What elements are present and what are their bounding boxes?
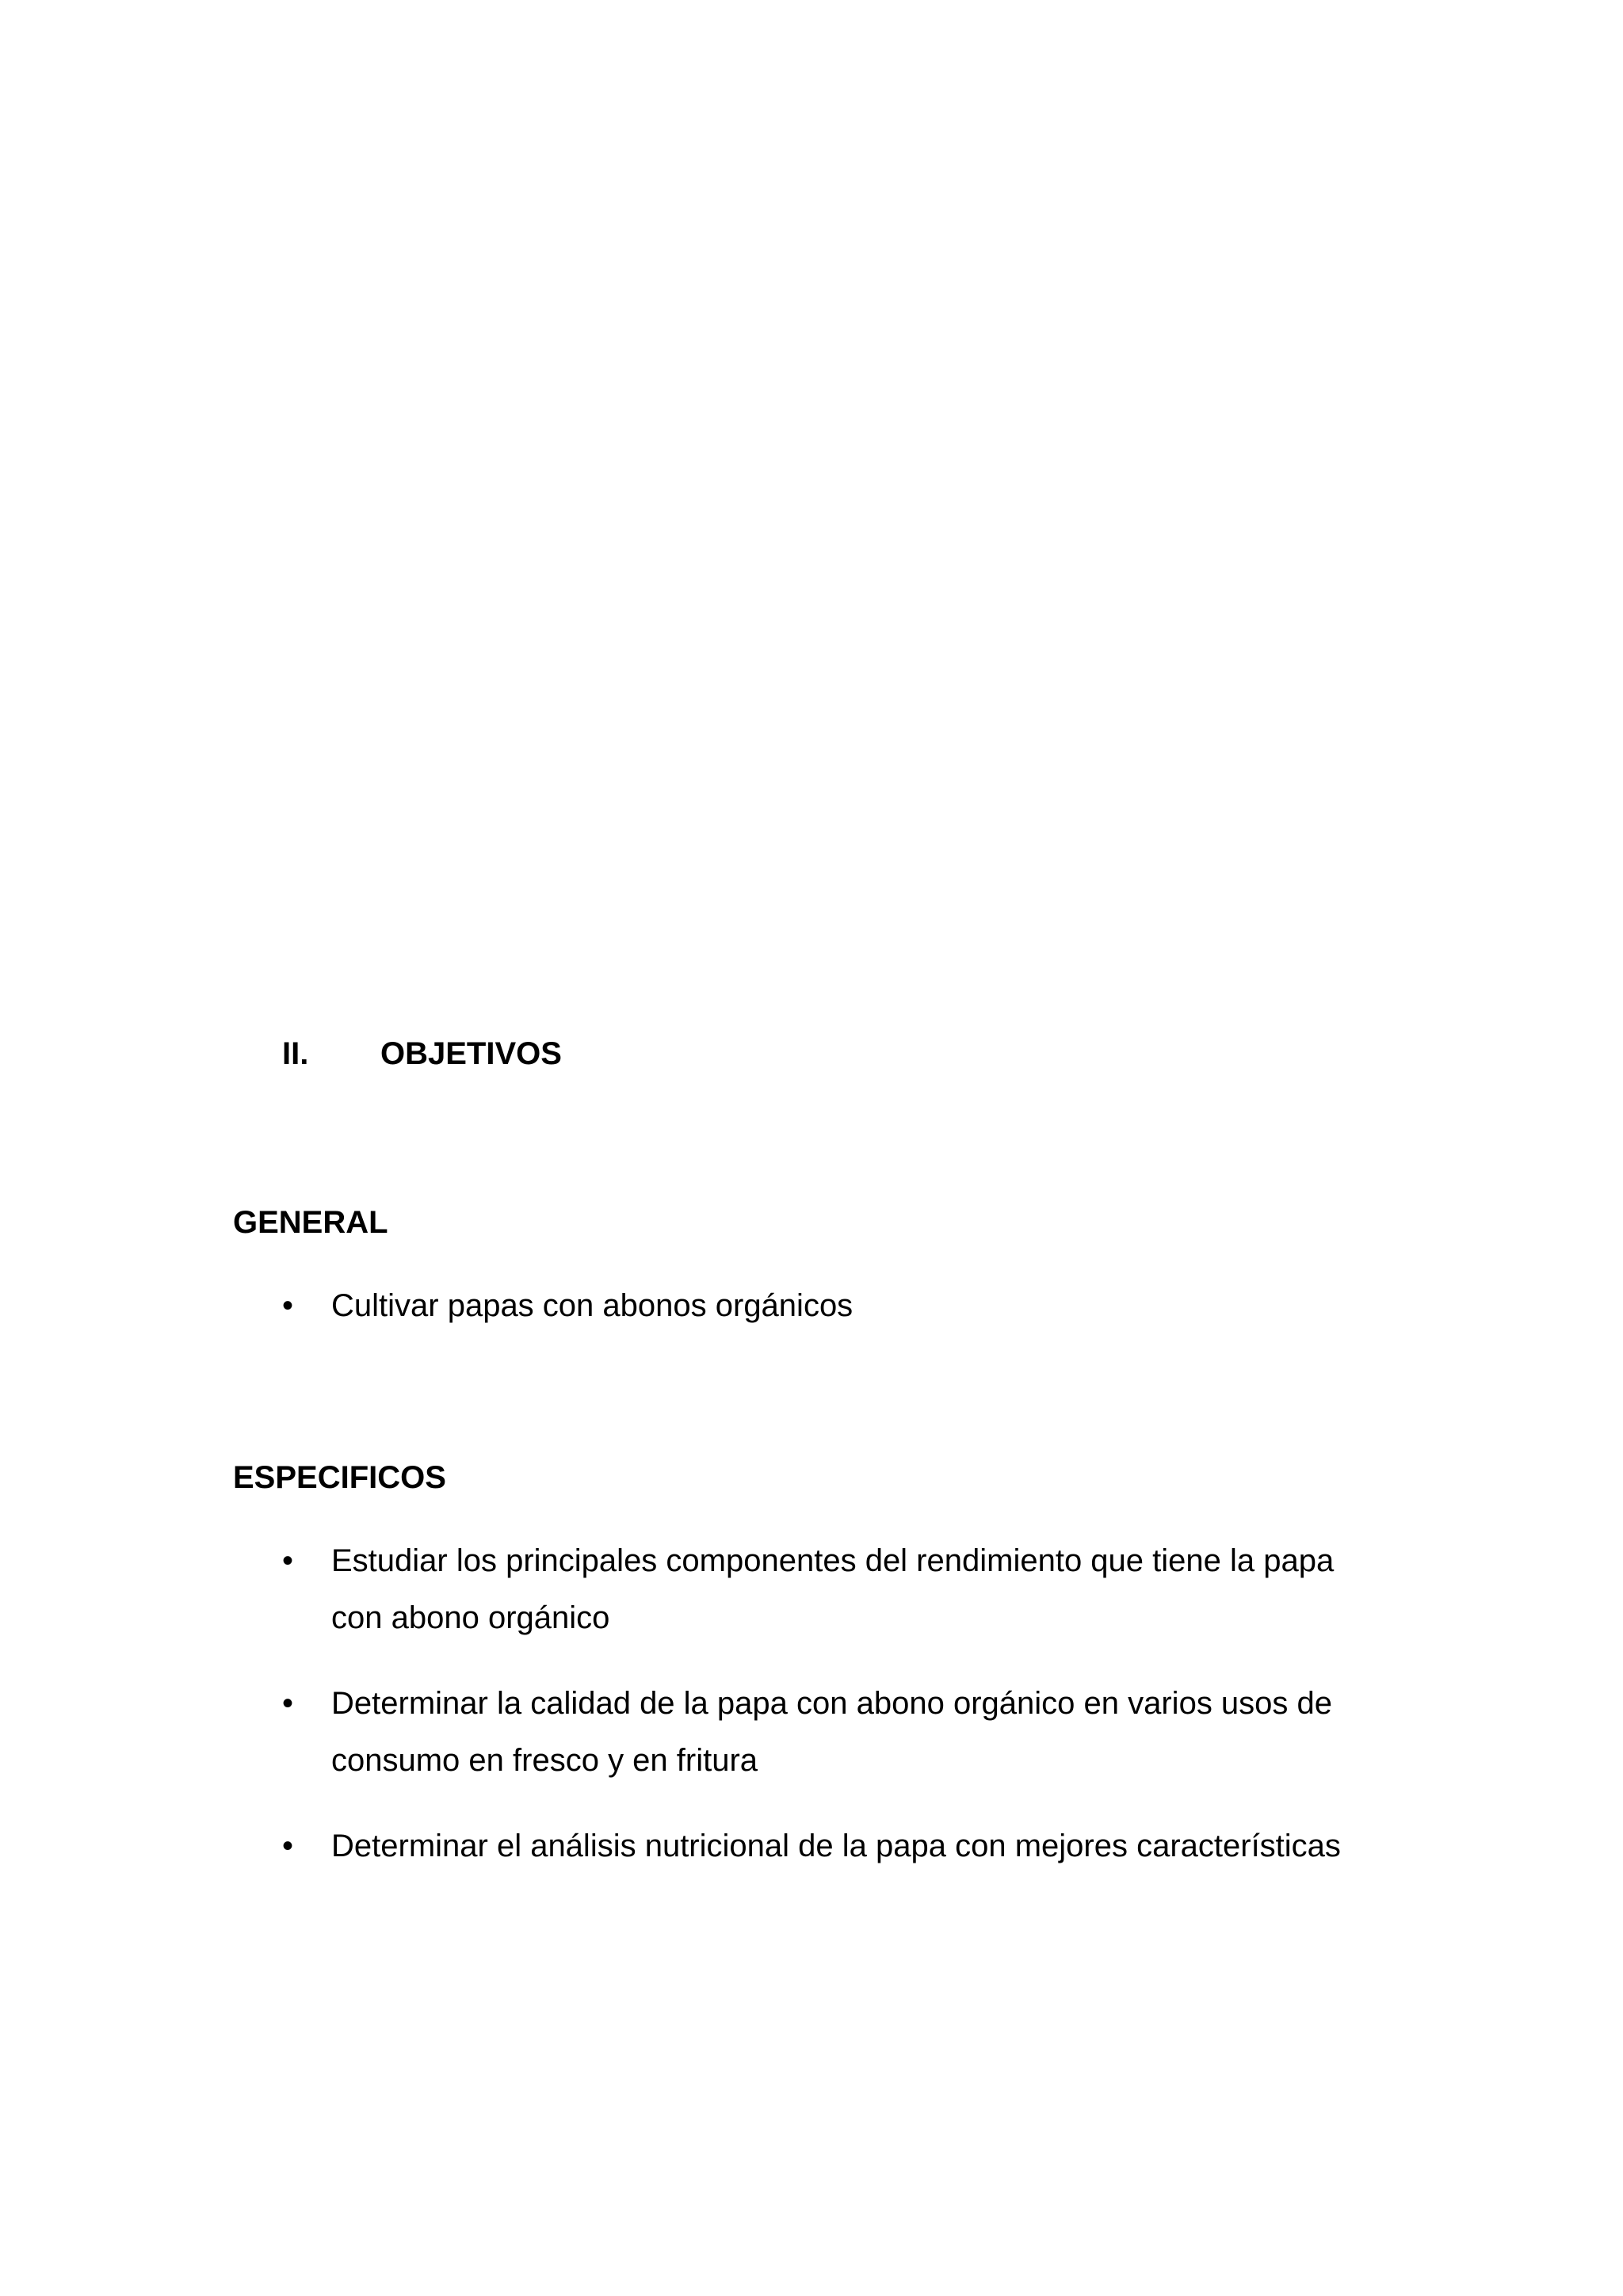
- section-title: OBJETIVOS: [380, 1036, 562, 1071]
- list-item-text: Determinar la calidad de la papa con abono orgánico en varios usos de consumo en fresco y en fritura: [331, 1686, 1333, 1778]
- bullet-icon: •: [282, 1686, 294, 1721]
- bullet-icon: •: [282, 1288, 294, 1323]
- bullet-icon: •: [282, 1829, 294, 1863]
- general-heading: GENERAL: [233, 1205, 388, 1240]
- section-number: II.: [282, 1036, 309, 1071]
- list-item-text: Cultivar papas con abonos orgánicos: [331, 1288, 854, 1323]
- list-item-text: Estudiar los principales componentes del rendimiento que tiene la papa con abono orgánico: [331, 1543, 1335, 1635]
- list-item-text: Determinar el análisis nutricional de la papa con mejores características: [331, 1829, 1341, 1863]
- section-heading: [282, 1035, 562, 1073]
- especificos-heading: ESPECIFICOS: [233, 1460, 446, 1495]
- bullet-icon: •: [282, 1543, 294, 1578]
